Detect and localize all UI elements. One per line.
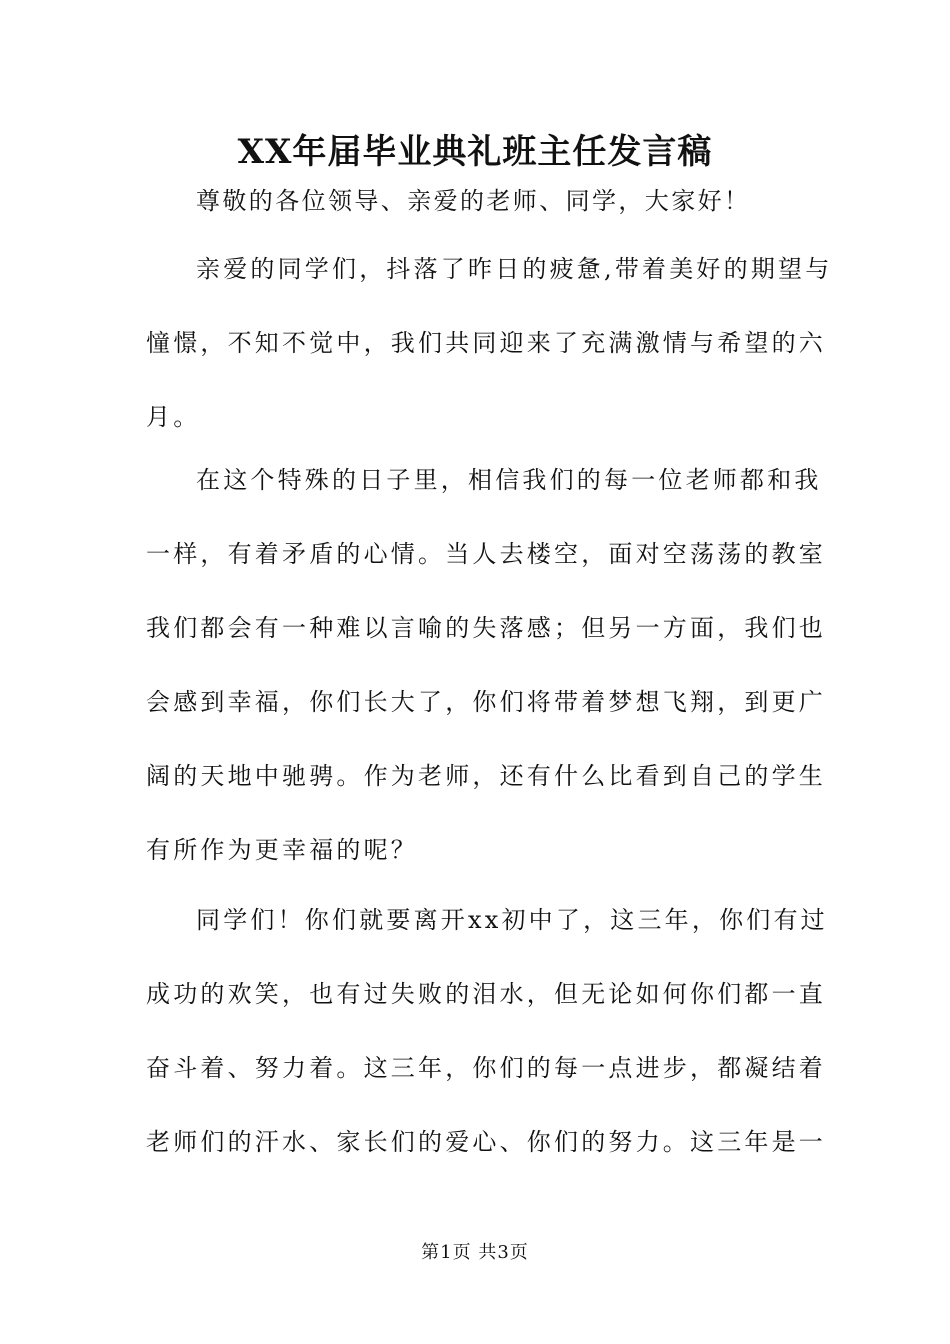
paragraph-2-line-3: 我们都会有一种难以言喻的失落感；但另一方面，我们也 [146,614,826,642]
paragraph-1-line-1: 亲爱的同学们，抖落了昨日的疲惫,带着美好的期望与 [196,255,833,283]
greeting-line: 尊敬的各位领导、亲爱的老师、同学，大家好！ [196,187,751,215]
paragraph-2-line-1: 在这个特殊的日子里，相信我们的每一位老师都和我 [196,466,822,494]
paragraph-2-line-6: 有所作为更幸福的呢？ [146,836,418,864]
paragraph-2 [146,443,826,887]
paragraph-3-line-2: 成功的欢笑，也有过失败的泪水，但无论如何你们都一直 [146,980,826,1008]
paragraph-3-line-1: 同学们！你们就要离开xx初中了，这三年，你们有过 [196,906,828,934]
page-footer: 第1页 共3页 [421,1242,529,1263]
paragraph-2-line-5: 阔的天地中驰骋。作为老师，还有什么比看到自己的学生 [146,762,826,790]
paragraph-3 [146,883,828,1179]
paragraph-2-line-2: 一样，有着矛盾的心情。当人去楼空，面对空荡荡的教室 [146,540,826,568]
paragraph-2-line-4: 会感到幸福，你们长大了，你们将带着梦想飞翔，到更广 [146,688,826,716]
paragraph-1 [146,232,833,454]
paragraph-1-line-3: 月。 [146,403,201,431]
paragraph-3-line-4: 老师们的汗水、家长们的爱心、你们的努力。这三年是一 [146,1128,826,1156]
document-title: XX年届毕业典礼班主任发言稿 [237,132,713,172]
paragraph-1-line-2: 憧憬，不知不觉中，我们共同迎来了充满激情与希望的六 [146,329,826,357]
paragraph-3-line-3: 奋斗着、努力着。这三年，你们的每一点进步，都凝结着 [146,1054,826,1082]
